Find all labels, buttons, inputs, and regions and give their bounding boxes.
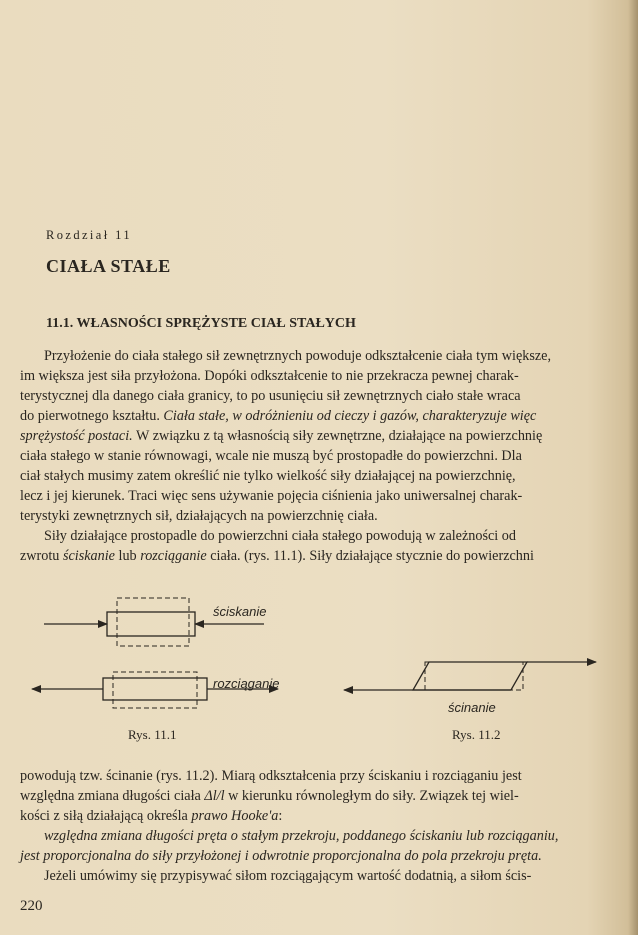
text-run: lub — [114, 548, 141, 564]
text-line: Przyłożenie do ciała stałego sił zewnętrznych powoduje odkształcenie ciała tym większe, — [44, 348, 552, 364]
text-run: kości z siłą działającą określa — [20, 808, 192, 824]
text-run: zwrotu — [20, 548, 63, 564]
paragraph-hooke — [20, 766, 605, 886]
text-line — [20, 426, 605, 446]
text-line: im większa jest siła przyłożona. Dopóki odkształcenie to nie przekracza pewnej charak- — [20, 368, 519, 384]
text-line: powodują tzw. ścinanie (rys. 11.2). Miarą odkształcenia przy ściskaniu i rozciąganiu jest — [20, 768, 522, 784]
text-run: : — [278, 808, 283, 824]
emphasis-text: rozciąganie — [140, 548, 207, 564]
text-line — [20, 406, 605, 426]
text-line: terystycznej dla danego ciała granicy, to po usunięciu sił zewnętrznych ciało stałe wraca — [20, 388, 521, 404]
text-line: Jeżeli umówimy się przypisywać siłom rozciągającym wartość dodatnią, a siłom ścis- — [44, 868, 532, 884]
law-statement-line: względna zmiana długości pręta o stałym przekroju, poddanego ściskaniu lub rozciąganiu, — [44, 828, 559, 844]
stretched-bar — [103, 678, 207, 700]
law-statement-line: jest proporcjonalna do siły przyłożonej i odwrotnie proporcjonalna do pola przekroju pręta. — [20, 848, 542, 864]
caption-fig-11-2: Rys. 11.2 — [452, 727, 501, 742]
emphasis-text: prawo Hooke'a — [191, 808, 279, 824]
figures-diagram — [0, 590, 638, 720]
text-line — [20, 786, 605, 806]
caption-fig-11-1: Rys. 11.1 — [128, 727, 177, 742]
original-outline-compress — [117, 598, 189, 646]
label-shear: ścinanie — [448, 700, 496, 715]
paragraph-intro — [20, 346, 605, 566]
emphasis-text: ściskanie — [62, 548, 115, 564]
text-run: ciała. (rys. 11.1). Siły działające stycznie do powierzchni — [206, 548, 534, 564]
text-run: względna zmiana długości ciała — [20, 788, 205, 804]
emphasis-text: sprężystość postaci. — [20, 428, 133, 444]
emphasis-text: Ciała stałe, w odróżnieniu od cieczy i gazów, charakteryzuje więc — [163, 408, 537, 424]
label-tension: rozciąganie — [213, 676, 280, 691]
text-run: W związku z tą własnością siły zewnętrzne, działające na powierzchnię — [132, 428, 543, 444]
page-edge-shadow — [628, 0, 638, 935]
label-compression: ściskanie — [213, 604, 267, 619]
chapter-title: CIAŁA STAŁE — [46, 256, 171, 276]
text-line — [20, 546, 605, 566]
text-line — [20, 806, 605, 826]
formula-text: Δl/l — [204, 788, 225, 804]
text-run: w kierunku równoległym do siły. Związek tej wiel- — [224, 788, 519, 804]
sheared-block — [413, 662, 527, 690]
text-line: terystyki zewnętrznych sił, działających na powierzchnię ciała. — [20, 508, 378, 524]
text-line: Siły działające prostopadle do powierzchni ciała stałego powodują w zależności od — [44, 528, 516, 544]
original-outline-shear — [425, 662, 523, 690]
text-run: do pierwotnego kształtu. — [20, 408, 164, 424]
text-line: ciała stałego w stanie równowagi, wcale nie muszą być prostopadłe do powierzchni. Dla — [20, 448, 522, 464]
page-number: 220 — [20, 898, 43, 914]
chapter-label: Rozdział 11 — [46, 228, 132, 242]
text-line: lecz i jej kierunek. Traci więc sens używanie pojęcia ciśnienia jako uniwersalnej charak- — [20, 488, 523, 504]
text-line: ciał stałych musimy zatem określić nie tylko wielkość siły działającej na powierzchnię, — [20, 468, 516, 484]
compressed-bar — [107, 612, 195, 636]
section-title: 11.1. WŁASNOŚCI SPRĘŻYSTE CIAŁ STAŁYCH — [46, 316, 356, 331]
